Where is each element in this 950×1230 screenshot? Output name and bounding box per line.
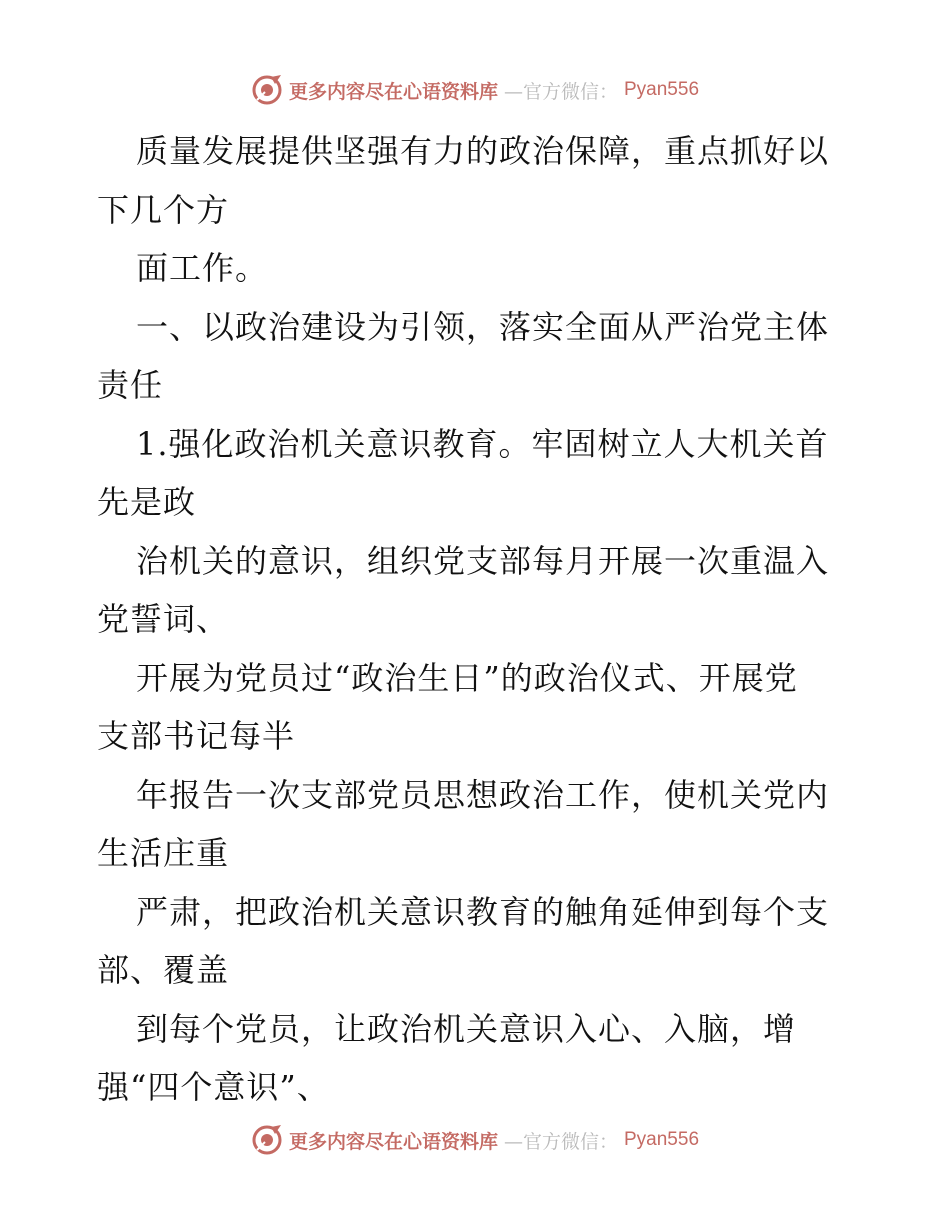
text-line: 质量发展提供坚强有力的政治保障，重点抓好以	[136, 132, 830, 170]
text-line: 治机关的意识，组织党支部每月开展一次重温入	[136, 541, 830, 580]
text-line: 生活庄重	[97, 834, 230, 872]
watermark-wechat-id: Pyan556	[624, 79, 700, 100]
text-line: 强“四个意识”、	[97, 1068, 330, 1106]
watermark-wechat-label: —官方微信：	[503, 1130, 618, 1153]
text-line: 下几个方	[97, 190, 230, 229]
text-line: 先是政	[97, 483, 197, 521]
document-body	[97, 122, 857, 1117]
header-watermark	[0, 70, 950, 110]
text-line: 严肃，把政治机关意识教育的触角延伸到每个支	[136, 892, 830, 931]
section-heading-line: 责任	[97, 366, 164, 404]
pen-seal-logo-icon	[251, 74, 283, 106]
watermark-wechat-id: Pyan556	[624, 1129, 700, 1150]
text-line: 面工作。	[136, 249, 269, 287]
watermark-site-text: 更多内容尽在心语资料库	[288, 80, 498, 103]
watermark-group	[251, 74, 699, 106]
text-line: 1.强化政治机关意识教育。牢固树立人大机关首	[136, 424, 829, 463]
footer-watermark	[0, 1120, 950, 1160]
text-line: 到每个党员，让政治机关意识入心、入脑，增	[136, 1009, 797, 1048]
watermark-wechat-label: —官方微信：	[503, 80, 618, 103]
text-line: 支部书记每半	[97, 717, 296, 755]
text-line: 开展为党员过“政治生日”的政治仪式、开展党	[136, 658, 798, 697]
pen-seal-logo-icon	[251, 1124, 283, 1156]
section-heading-line: 一、以政治建设为引领，落实全面从严治党主体	[136, 307, 830, 346]
watermark-site-text: 更多内容尽在心语资料库	[288, 1130, 498, 1153]
text-line: 部、覆盖	[97, 951, 230, 989]
text-line: 年报告一次支部党员思想政治工作，使机关党内	[136, 775, 830, 814]
watermark-group	[251, 1124, 699, 1156]
text-line: 党誓词、	[97, 600, 230, 638]
